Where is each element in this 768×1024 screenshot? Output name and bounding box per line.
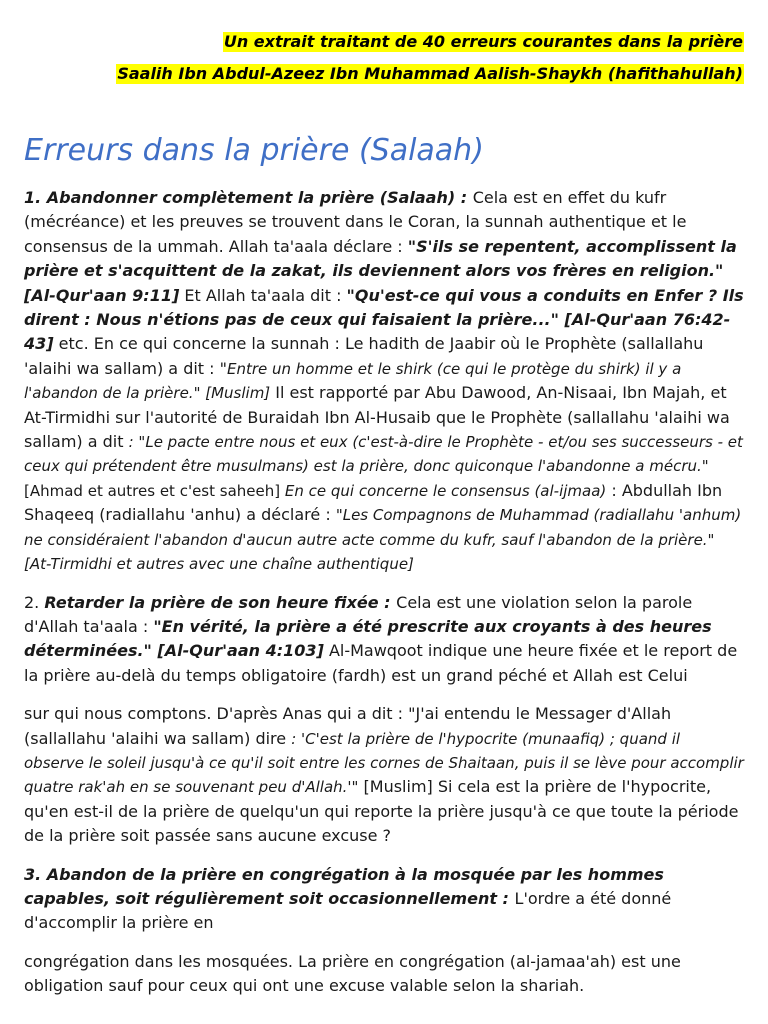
section-1-text-4: Il est rapporté par Abu Dawood, An-Nisaai, Ibn Majah, et At-Tirmidhi sur l'autorité de Buraidah Ibn Al-Husaib que le Prophète (sallallahu 'alaihi wa sallam) a dit <box>24 383 730 452</box>
section-1-heading: 1. Abandonner complètement la prière (Salaah) : <box>24 188 473 207</box>
section-1-text-6: : Abdullah Ibn Shaqeeq (radiallahu 'anhu) a déclaré : <box>24 480 723 525</box>
section-2-number: 2. <box>24 592 45 612</box>
section-1-text-2: Et Allah ta'aala dit : <box>179 285 347 305</box>
section-2-heading: Retarder la prière de son heure fixée : <box>44 592 397 612</box>
section-1-consensus-label: En ce qui concerne le consensus (al-ijmaa) <box>284 481 607 500</box>
section-2-paragraph-continued <box>24 702 744 848</box>
section-1-text-3: etc. En ce qui concerne la sunnah : Le hadith de Jaabir où le Prophète (sallallahu 'alaihi wa sallam) a dit : " <box>24 334 704 378</box>
section-2-paragraph <box>24 591 744 689</box>
section-1-hadith-1: Entre un homme et le shirk (ce qui le protège du shirk) il y a l'abandon de la prière." [Muslim] <box>24 359 682 403</box>
section-1-text-1: Cela est en effet du kufr (mécréance) et les preuves se trouvent dans le Coran, la sunnah authentique et le consensus de la ummah. Allah ta'aala déclare : <box>24 188 687 256</box>
section-3-heading: 3. Abandon de la prière en congrégation à la mosquée par les hommes capables, soit régulièrement soit occasionnellement : <box>24 864 664 908</box>
section-1-text-5: [Ahmad et autres et c'est saheeh] <box>24 481 285 500</box>
section-1-hadith-2: : "Le pacte entre nous et eux (c'est-à-dire le Prophète - et/ou ses successeurs - et ceux qui prétendent être musulmans) est la prière, donc quiconque l'abandonne a mécru." <box>24 433 743 476</box>
document-header <box>116 32 744 84</box>
section-1-quran-quote-2: "Qu'est-ce qui vous a conduits en Enfer ? Ils dirent : Nous n'étions pas de ceux qui faisaient la prière..." [Al-Qur'aan 76:42-43] <box>24 285 744 354</box>
section-3-text-2: congrégation dans les mosquées. La prière en congrégation (al-jamaa'ah) est une obligation sauf pour ceux qui ont une excuse valable selon la shariah. <box>24 951 681 996</box>
section-1-paragraph <box>24 186 744 577</box>
section-2-text-4: [Muslim] Si cela est la prière de l'hypocrite, qu'en est-il de la prière de quelqu'un qui reporte la prière jusqu'à ce que toute la période de la prière soit passée sans aucune excuse ? <box>24 777 739 846</box>
section-2-text-1: Cela est une violation selon la parole d'Allah ta'aala : <box>24 592 693 636</box>
section-2-quran-quote: "En vérité, la prière a été prescrite aux croyants à des heures déterminées." [Al-Qur'aan 4:103] <box>24 616 712 661</box>
header-line-2: Saalih Ibn Abdul-Azeez Ibn Muhammad Aalish-Shaykh (hafithahullah) <box>117 64 743 83</box>
section-3-text-1: L'ordre a été donné d'accomplir la prière en <box>24 888 672 933</box>
section-2-text-2: Al-Mawqoot indique une heure fixée et le report de la prière au-delà du temps obligatoire (fardh) est un grand péché et Allah est Celui <box>24 641 738 685</box>
section-3-paragraph <box>24 863 744 936</box>
document-body <box>24 186 744 1013</box>
section-1-hadith-3: "Les Compagnons de Muhammad (radiallahu 'anhum) ne considéraient l'abandon d'aucun autre acte comme du kufr, sauf l'abandon de la prière." [At-Tirmidhi et autres avec une chaîne authentique] <box>24 506 742 574</box>
section-2-text-3: sur qui nous comptons. D'après Anas qui a dit : "J'ai entendu le Messager d'Allah (sallallahu 'alaihi wa sallam) dire <box>24 704 672 748</box>
section-3-paragraph-continued <box>24 950 744 999</box>
section-2-hadith: : 'C'est la prière de l'hypocrite (munaafiq) ; quand il observe le soleil jusqu'à ce qu'il soit entre les cornes de Shaitaan, puis il se lève pour accomplir quatre rak'ah en se souvenant peu d'Allah.'" <box>24 729 744 797</box>
section-1-quran-quote-1: "S'ils se repentent, accomplissent la prière et s'acquittent de la zakat, ils deviennent alors vos frères en religion." [Al-Qur'aan 9:11] <box>24 236 737 305</box>
header-line-1: Un extrait traitant de 40 erreurs courantes dans la prière <box>223 32 743 51</box>
page-title: Erreurs dans la prière (Salaah) <box>24 133 484 168</box>
